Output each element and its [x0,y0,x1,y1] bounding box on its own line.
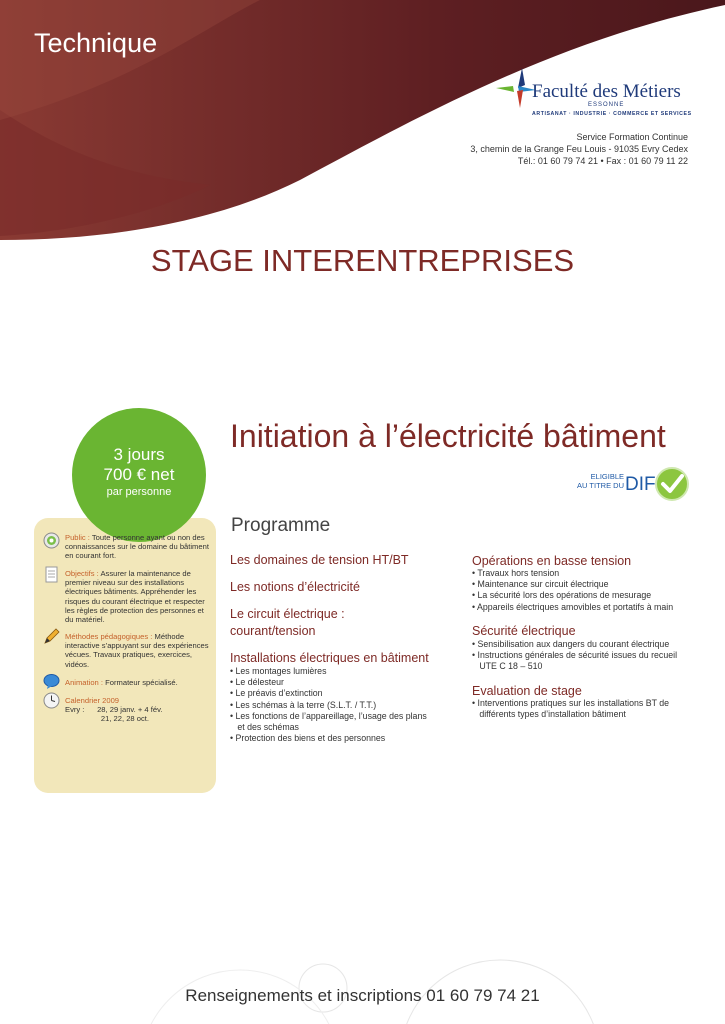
contact-block [470,131,688,167]
dif-eligible-text [572,472,624,490]
logo-region: ESSONNE [588,102,625,108]
dif-line2: AU TITRE DU [577,481,624,490]
list-item: • Travaux hors tension [472,568,560,578]
left-list-4 [230,666,427,744]
left-heading-4: Installations électriques en bâtiment [230,651,429,665]
public-text: Toute personne ayant ou non des connaissances sur le domaine du bâtiment en courant fort. [65,533,209,561]
left-heading-3a: Le circuit électrique : [230,607,345,621]
star-logo-icon [496,68,536,108]
left-heading-1: Les domaines de tension HT/BT [230,553,409,567]
right-list-3 [472,698,669,720]
programme-title: Programme [231,515,331,536]
list-item: et des schémas [230,722,299,733]
contact-address: 3, chemin de la Grange Feu Louis - 91035 Evry Cedex [470,144,688,154]
methodes-label: Méthodes pédagogiques : [65,632,153,641]
logo-tagline: ARTISANAT · INDUSTRIE · COMMERCE ET SERVICES [532,111,692,117]
objectifs-label: Objectifs : [65,569,99,578]
methodes-info [65,632,210,669]
animation-info [65,678,210,687]
list-item: • Protection des biens et des personnes [230,733,386,744]
list-item: • Maintenance sur circuit électrique [472,579,609,590]
list-item: • La sécurité lors des opérations de mesurage [472,590,652,601]
left-heading-3b: courant/tension [230,624,316,638]
logo-name: Faculté des Métiers [532,81,681,102]
pencil-icon [43,628,60,645]
dif-badge [572,463,692,505]
right-list-2 [472,639,677,673]
public-info [65,533,210,561]
target-icon [43,532,60,549]
objectifs-text: Assurer la maintenance de premier niveau sur des installations électriques bâtiments. Appréhender les risques du courant électrique et respecter les règles de protection des personnes et du matériel. [65,569,205,625]
list-item: • Appareils électriques amovibles et portatifs à main [472,601,674,612]
price-unit: par personne [106,486,172,498]
list-item: • Sensibilisation aux dangers du courant électrique [472,639,670,649]
dif-label: DIF [625,474,656,495]
right-heading-1: Opérations en basse tension [472,554,632,568]
animation-text: Formateur spécialisé. [105,678,178,687]
contact-phone: Tél.: 01 60 79 74 21 • Fax : 01 60 79 11 22 [517,156,688,166]
objectifs-info [65,569,210,624]
calendrier-label: Calendrier 2009 [65,696,120,705]
dif-line1: ELIGIBLE [590,472,624,481]
header-category: Technique [34,28,158,58]
footer-contact: Renseignements et inscriptions 01 60 79 74 21 [185,986,540,1005]
list-item: • Les schémas à la terre (S.L.T. / T.T.) [230,699,377,710]
price: 700 € net [103,465,175,484]
speech-bubble-icon [43,673,60,690]
list-item: • Le délesteur [230,677,284,688]
list-item: différents types d’installation bâtiment [472,709,626,720]
list-item: • Interventions pratiques sur les installations BT de [472,698,670,708]
right-heading-2: Sécurité électrique [472,624,576,638]
right-heading-3: Evaluation de stage [472,684,582,698]
methodes-text: Méthode interactive s’appuyant sur des expériences vécues. Travaux pratiques, exercices, vidéos. [65,632,209,669]
public-label: Public : [65,533,90,542]
calendrier-info [65,696,210,724]
list-item: • Instructions générales de sécurité issues du recueil [472,650,678,661]
course-title: Initiation à l’électricité bâtiment [230,418,666,454]
list-item: UTE C 18 – 510 [472,661,543,672]
checkmark-icon [654,465,690,503]
list-item: • Le préavis d’extinction [230,688,323,699]
clock-icon [43,692,60,709]
calendrier-line1: Evry : 28, 29 janv. + 4 fév. [65,705,163,715]
price-text [72,445,206,499]
document-icon [43,566,60,583]
left-heading-2: Les notions d’électricité [230,580,360,594]
calendrier-line2: 21, 22, 28 oct. [65,714,149,724]
stage-title: STAGE INTERENTREPRISES [150,243,575,278]
duration: 3 jours [113,445,165,464]
contact-service: Service Formation Continue [576,132,688,142]
faculte-des-metiers-logo [496,68,696,120]
list-item: • Les fonctions de l’appareillage, l’usage des plans [230,710,427,721]
animation-label: Animation : [65,678,103,687]
list-item: • Les montages lumières [230,666,327,676]
right-list-1 [472,568,673,613]
